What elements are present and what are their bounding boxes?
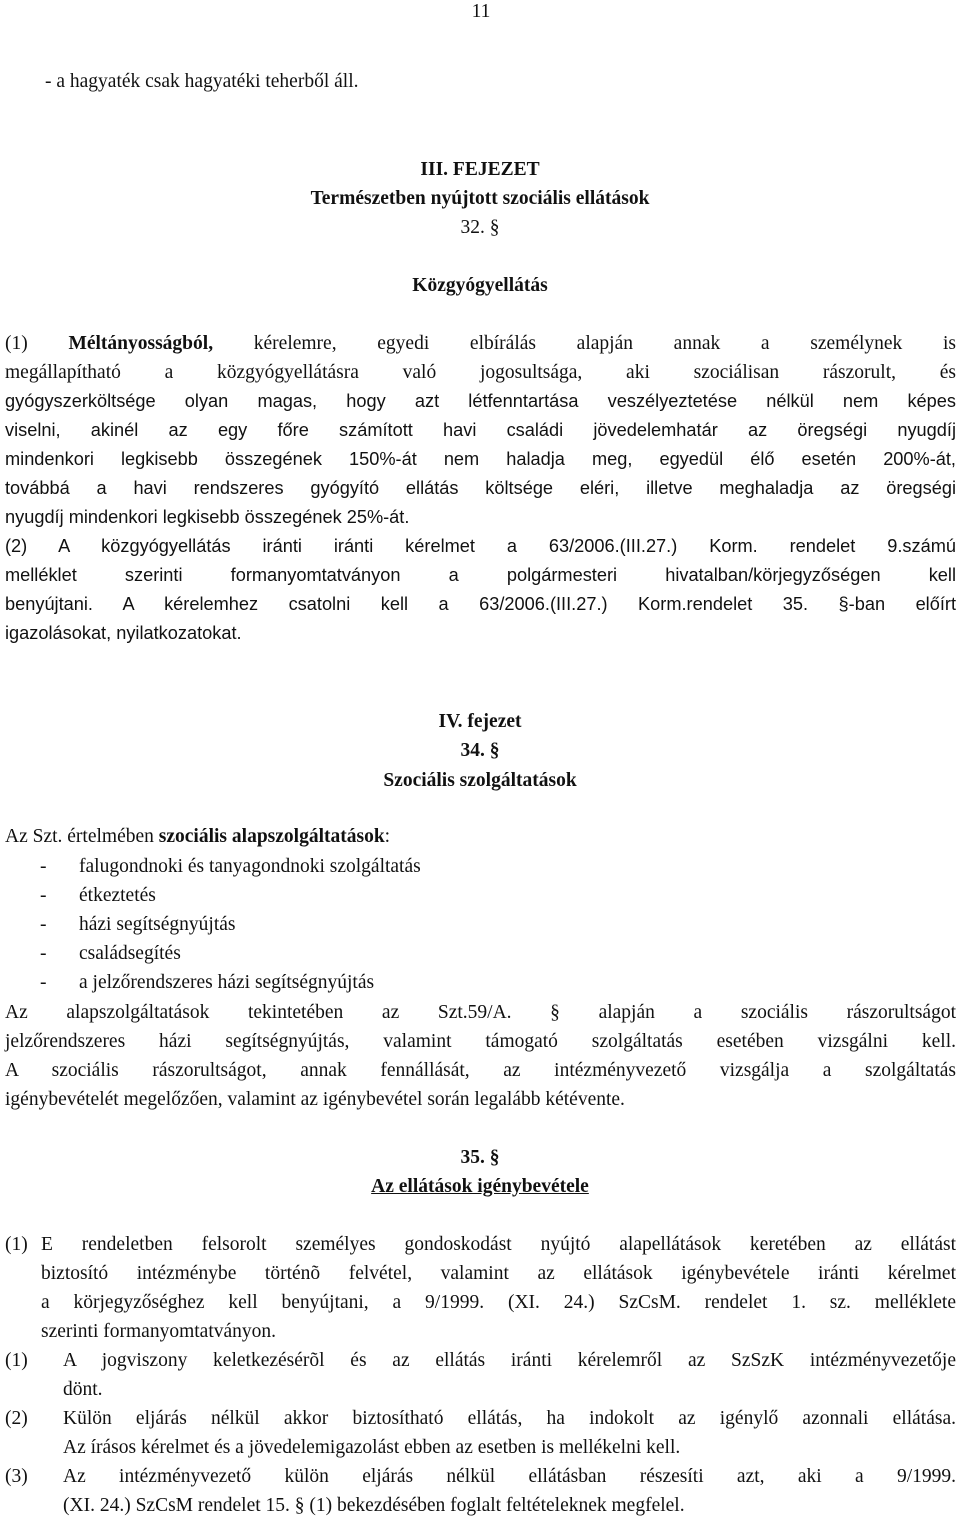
para-line: (2) A közgyógyellátás iránti iránti kérelmet a 63/2006.(III.27.) Korm. rendelet 9.számú (5, 536, 956, 556)
list-item: - a jelzőrendszeres házi segítségnyújtás (40, 972, 375, 993)
section-title: Közgyógyellátás (412, 275, 548, 296)
para-line: dönt. (63, 1379, 103, 1400)
para-line: igénybevételét megelőzően, valamint az igénybevétel során legalább kétévente. (5, 1089, 625, 1110)
chapter-heading: IV. fejezet (438, 711, 522, 732)
section-number: 32. § (460, 217, 500, 238)
numbered-item: (2) Külön eljárás nélkül akkor biztosítható ellátás, ha indokolt az igénylő azonnali ellátása. (5, 1408, 956, 1429)
section-title: Az ellátások igénybevétele (371, 1176, 589, 1197)
emphasis: szociális alapszolgáltatások (158, 826, 385, 847)
para-line: biztosító intézménybe történõ felvétel, valamint az ellátások igénybevétele iránti kérelmet (41, 1263, 956, 1284)
para-line: nyugdíj mindenkori legkisebb összegének 25%-át. (5, 507, 410, 527)
services-intro: Az Szt. értelmében szociális alapszolgáltatások: (5, 826, 391, 847)
para-line: igazolásokat, nyilatkozatokat. (5, 623, 242, 643)
para-line: jelzőrendszeres házi segítségnyújtás, valamint támogató szolgáltatás esetében vizsgálni kell. (5, 1031, 956, 1052)
numbered-item: (1) A jogviszony keletkezésérõl és az ellátás iránti kérelemről az SzSzK intézményvezetője (5, 1350, 956, 1371)
para-line: (1) Méltányosságból, kérelemre, egyedi elbírálás alapján annak a személynek is (5, 333, 956, 354)
para-line: megállapítható a közgyógyellátásra való jogosultsága, aki szociálisan rászorult, és (5, 362, 956, 383)
list-item: - házi segítségnyújtás (40, 914, 236, 935)
para-line: gyógyszerköltsége olyan magas, hogy azt létfenntartása veszélyeztetése nélkül nem képes (5, 391, 956, 411)
paragraph-32 (5, 329, 956, 648)
list-item: - falugondnoki és tanyagondnoki szolgáltatás (40, 856, 421, 877)
para-line: Az írásos kérelmet és a jövedelemigazolást ebben az esetben is mellékelni kell. (63, 1437, 681, 1458)
list-item: - étkeztetés (40, 885, 156, 906)
para-line: mindenkori legkisebb összegének 150%-át nem haladja meg, egyedül élő esetén 200%-át, (5, 449, 956, 469)
para-line: továbbá a havi rendszeres gyógyító ellátás költsége eléri, illetve meghaladja az öregségi (5, 478, 956, 498)
chapter-title: Szociális szolgáltatások (383, 770, 577, 791)
services-list (40, 852, 421, 997)
para-line: melléklet szerinti formanyomtatványon a polgármesteri hivatalban/körjegyzőségen kell (5, 565, 956, 585)
paragraph-35 (5, 1230, 956, 1520)
para-line: Az alapszolgáltatások tekintetében az Szt.59/A. § alapján a szociális rászorultságot (5, 1002, 956, 1023)
para-line: viselni, akinél az egy főre számított havi családi jövedelemhatár az öregségi nyugdíj (5, 420, 956, 440)
list-item: - családsegítés (40, 943, 181, 964)
para-line: A szociális rászorultságot, annak fennállását, az intézményvezető vizsgálja a szolgáltatás (5, 1060, 956, 1081)
page-number: 11 (471, 1, 491, 22)
para-line: szerinti formanyomtatványon. (41, 1321, 277, 1342)
assessment-paragraph (5, 998, 956, 1114)
numbered-item: (1) E rendeletben felsorolt személyes gondoskodást nyújtó alapellátások keretében az ellátást (5, 1234, 956, 1255)
emphasis: Méltányosságból, (68, 333, 214, 354)
chapter-heading: III. FEJEZET (420, 159, 540, 180)
para-line: a körjegyzőséghez kell benyújtani, a 9/1999. (XI. 24.) SzCsM. rendelet 1. sz. melléklete (41, 1292, 956, 1313)
numbered-item: (3) Az intézményvezető külön eljárás nélkül ellátásban részesíti azt, aki a 9/1999. (5, 1466, 956, 1487)
chapter-title: Természetben nyújtott szociális ellátások (310, 188, 650, 209)
section-number: 35. § (460, 1147, 500, 1168)
para-line: (XI. 24.) SzCsM rendelet 15. § (1) bekezdésében foglalt feltételeknek megfelel. (63, 1495, 685, 1516)
top-line: - a hagyaték csak hagyatéki teherből áll. (45, 71, 359, 92)
para-line: benyújtani. A kérelemhez csatolni kell a 63/2006.(III.27.) Korm.rendelet 35. §-ban előírt (5, 594, 956, 614)
section-number: 34. § (460, 740, 500, 761)
